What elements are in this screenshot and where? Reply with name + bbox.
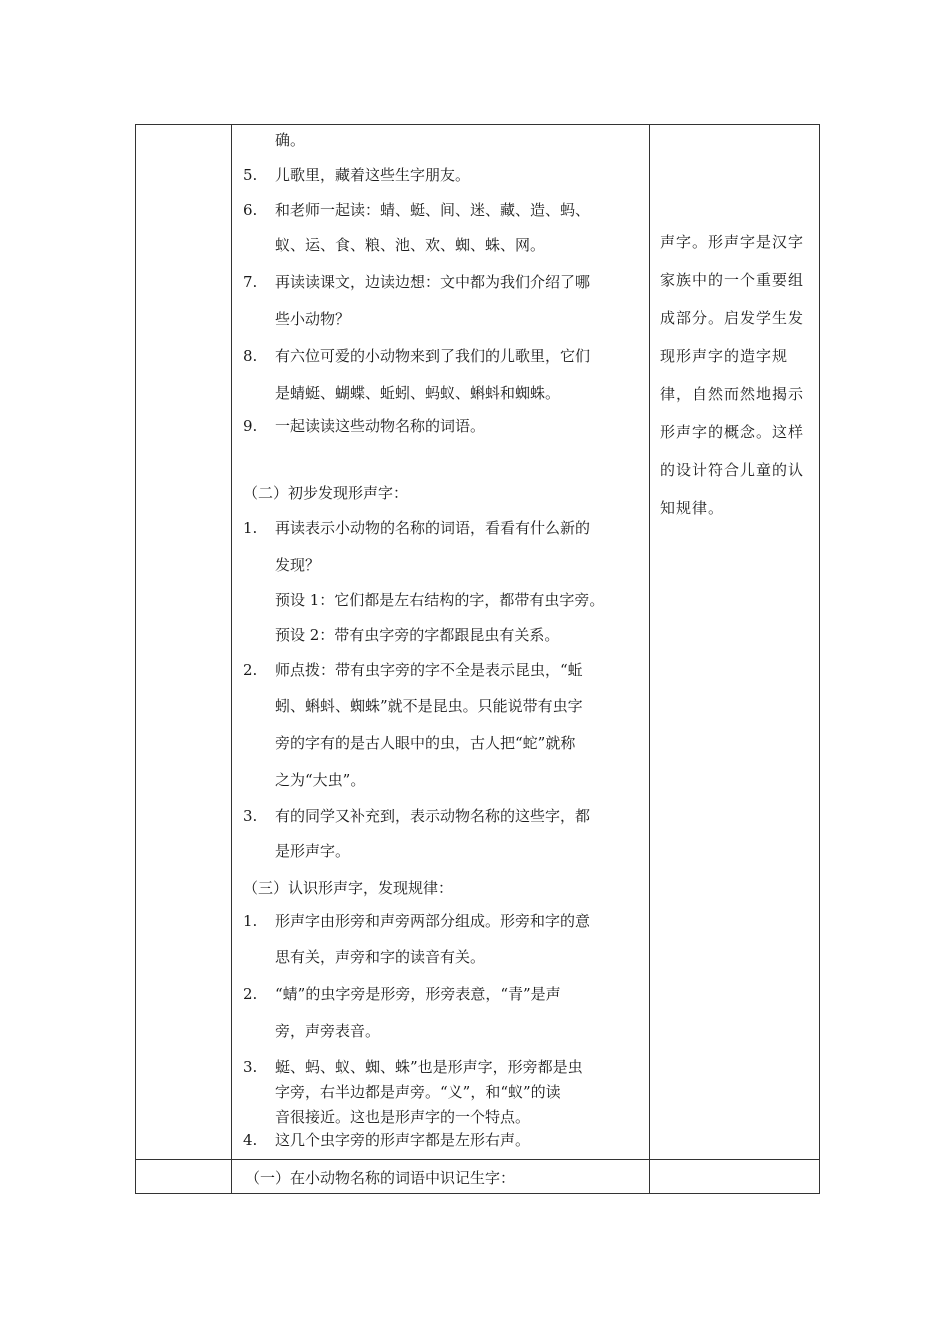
list-item-text: 有的同学又补充到，表示动物名称的这些字，都 bbox=[275, 807, 591, 825]
design-intent-cell bbox=[650, 125, 820, 1160]
list-item-text: 思有关，声旁和字的读音有关。 bbox=[275, 948, 486, 966]
list-item-text: 些小动物？ bbox=[275, 310, 351, 328]
list-item-text: 蚓、蝌蚪、蜘蛛”就不是昆虫。只能说带有虫字 bbox=[275, 697, 583, 715]
list-number: 1. bbox=[243, 519, 258, 537]
table-row bbox=[136, 1160, 820, 1194]
list-item-text: 和老师一起读：蜻、蜓、间、迷、藏、造、蚂、 bbox=[275, 201, 591, 219]
teaching-content-lines bbox=[232, 125, 649, 1159]
list-item-text: 形声字由形旁和声旁两部分组成。形旁和字的意 bbox=[275, 912, 591, 930]
table-row bbox=[136, 125, 820, 1160]
list-number: 4. bbox=[243, 1131, 258, 1149]
list-item-text: 预设 1：它们都是左右结构的字，都带有虫字旁。 bbox=[275, 591, 605, 609]
note-line: 家族中的一个重要组 bbox=[660, 271, 805, 289]
list-item-text: 蜓、蚂、蚁、蜘、蛛”也是形声字，形旁都是虫 bbox=[275, 1058, 583, 1076]
design-intent-cell bbox=[650, 1160, 820, 1194]
list-number: 3. bbox=[243, 807, 258, 825]
list-number: 1. bbox=[243, 912, 258, 930]
list-item-text: 一起读读这些动物名称的词语。 bbox=[275, 417, 486, 435]
list-item-text: 字旁，右半边都是声旁。“义”，和“蚁”的读 bbox=[275, 1083, 561, 1101]
list-item-text: 再读表示小动物的名称的词语，看看有什么新的 bbox=[275, 519, 591, 537]
list-item-text: 预设 2：带有虫字旁的字都跟昆虫有关系。 bbox=[275, 626, 560, 644]
list-item-text: 发现？ bbox=[275, 556, 321, 574]
list-item-text: “蜻”的虫字旁是形旁，形旁表意，“青”是声 bbox=[275, 985, 561, 1003]
list-item-text: 确。 bbox=[275, 131, 306, 149]
note-line: 声字。形声字是汉字 bbox=[660, 233, 805, 251]
list-item-text: 有六位可爱的小动物来到了我们的儿歌里，它们 bbox=[275, 347, 591, 365]
section-heading: （三）认识形声字，发现规律： bbox=[243, 879, 454, 897]
teaching-content-cell bbox=[232, 1160, 650, 1194]
list-item-text: 儿歌里，藏着这些生字朋友。 bbox=[275, 166, 471, 184]
note-line: 成部分。启发学生发 bbox=[660, 309, 805, 327]
list-item-text: 旁，声旁表音。 bbox=[275, 1022, 381, 1040]
list-item-text: 再读读课文，边读边想：文中都为我们介绍了哪 bbox=[275, 273, 591, 291]
list-number: 8. bbox=[243, 347, 258, 365]
lesson-plan-table bbox=[135, 124, 820, 1194]
design-intent-text bbox=[660, 223, 810, 527]
section-heading: （一）在小动物名称的词语中识记生字： bbox=[245, 1169, 516, 1187]
list-number: 6. bbox=[243, 201, 258, 219]
stage-cell bbox=[136, 1160, 232, 1194]
list-number: 2. bbox=[243, 661, 258, 679]
list-item-text: 蚁、运、食、粮、池、欢、蜘、蛛、网。 bbox=[275, 236, 546, 254]
list-item-text: 音很接近。这也是形声字的一个特点。 bbox=[275, 1108, 531, 1126]
teaching-content-cell bbox=[232, 125, 650, 1160]
section-heading: （二）初步发现形声字： bbox=[243, 484, 409, 502]
list-number: 7. bbox=[243, 273, 258, 291]
list-number: 5. bbox=[243, 166, 258, 184]
list-item-text: 之为“大虫”。 bbox=[275, 771, 366, 789]
list-item-text: 这几个虫字旁的形声字都是左形右声。 bbox=[275, 1131, 531, 1149]
list-item-text: 是形声字。 bbox=[275, 842, 351, 860]
list-number: 9. bbox=[243, 417, 258, 435]
note-line: 知规律。 bbox=[660, 499, 725, 517]
note-line: 形声字的概念。这样 bbox=[660, 423, 805, 441]
list-number: 3. bbox=[243, 1058, 258, 1076]
list-item-text: 是蜻蜓、蝴蝶、蚯蚓、蚂蚁、蝌蚪和蜘蛛。 bbox=[275, 384, 561, 402]
note-line: 律，自然而然地揭示 bbox=[660, 385, 805, 403]
note-line: 现形声字的造字规 bbox=[660, 347, 789, 365]
stage-cell bbox=[136, 125, 232, 1160]
list-item-text: 旁的字有的是古人眼中的虫，古人把“蛇”就称 bbox=[275, 734, 576, 752]
list-number: 2. bbox=[243, 985, 258, 1003]
note-line: 的设计符合儿童的认 bbox=[660, 461, 805, 479]
list-item-text: 师点拨：带有虫字旁的字不全是表示昆虫，“蚯 bbox=[275, 661, 583, 679]
